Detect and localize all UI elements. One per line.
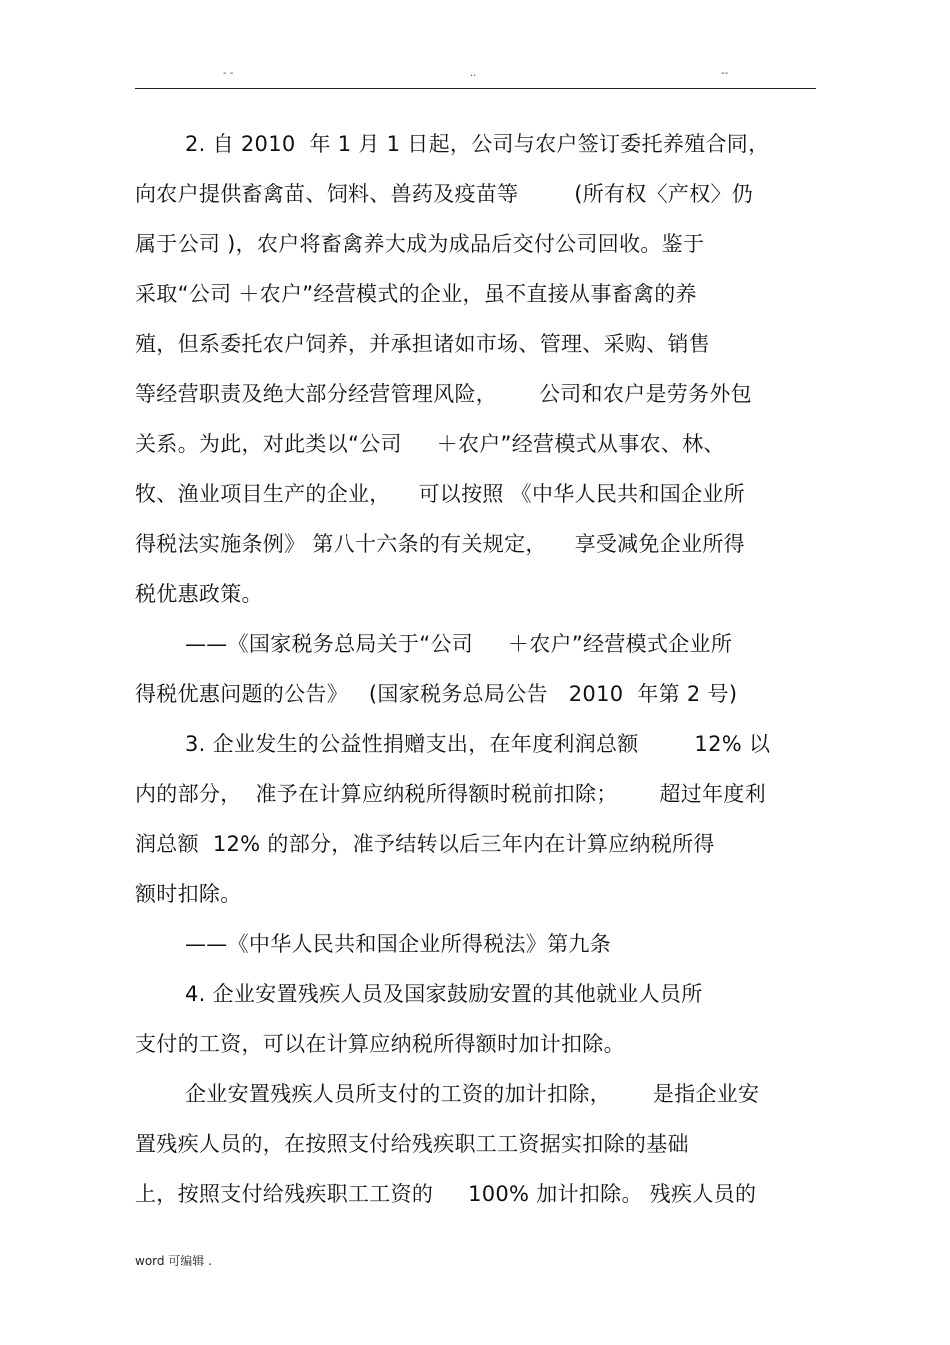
page-header [135, 64, 816, 89]
text-line: ——《国家税务总局关于“公司 ＋农户”经营模式企业所 [185, 632, 733, 656]
page-footer: word 可编辑 . [135, 1254, 212, 1268]
header-right-mark: -- [721, 68, 729, 79]
text-line: 3. 企业发生的公益性捐赠支出，在年度利润总额 12% 以 [185, 732, 771, 756]
text-line: 税优惠政策。 [135, 582, 263, 606]
document-body [135, 125, 825, 1225]
text-line: ——《中华人民共和国企业所得税法》第九条 [185, 932, 611, 956]
text-line: 关系。为此，对此类以“公司 ＋农户”经营模式从事农、林、 [135, 432, 725, 456]
text-line: 向农户提供畜禽苗、饲料、兽药及疫苗等 (所有权〈产权〉仍 [135, 182, 754, 206]
text-line: 上，按照支付给残疾职工工资的 100% 加计扣除。 残疾人员的 [135, 1182, 757, 1206]
text-line: 得税优惠问题的公告》 (国家税务总局公告 2010 年第 2 号) [135, 682, 738, 706]
text-line: 属于公司 )，农户将畜禽养大成为成品后交付公司回收。鉴于 [135, 232, 705, 256]
text-line: 支付的工资，可以在计算应纳税所得额时加计扣除。 [135, 1032, 625, 1056]
text-line: 4. 企业安置残疾人员及国家鼓励安置的其他就业人员所 [185, 982, 703, 1006]
text-line: 企业安置残疾人员所支付的工资的加计扣除， 是指企业安 [185, 1082, 760, 1106]
text-line: 内的部分， 准予在计算应纳税所得额时税前扣除； 超过年度利 [135, 782, 766, 806]
text-line: 得税法实施条例》 第八十六条的有关规定， 享受减免企业所得 [135, 532, 745, 556]
text-line: 2. 自 2010 年 1 月 1 日起，公司与农户签订委托养殖合同， [185, 132, 770, 156]
text-line: 采取“公司 ＋农户”经营模式的企业，虽不直接从事畜禽的养 [135, 282, 697, 306]
text-line: 等经营职责及绝大部分经营管理风险， 公司和农户是劳务外包 [135, 382, 752, 406]
header-mid-mark: .. [470, 68, 477, 79]
text-line: 额时扣除。 [135, 882, 242, 906]
header-left-mark: - - [223, 68, 234, 79]
text-line: 殖，但系委托农户饲养，并承担诸如市场、管理、采购、销售 [135, 332, 711, 356]
text-line: 牧、渔业项目生产的企业， 可以按照 《中华人民共和国企业所 [135, 482, 745, 506]
text-line: 置残疾人员的，在按照支付给残疾职工工资据实扣除的基础 [135, 1132, 689, 1156]
text-line: 润总额 12% 的部分，准予结转以后三年内在计算应纳税所得 [135, 832, 715, 856]
